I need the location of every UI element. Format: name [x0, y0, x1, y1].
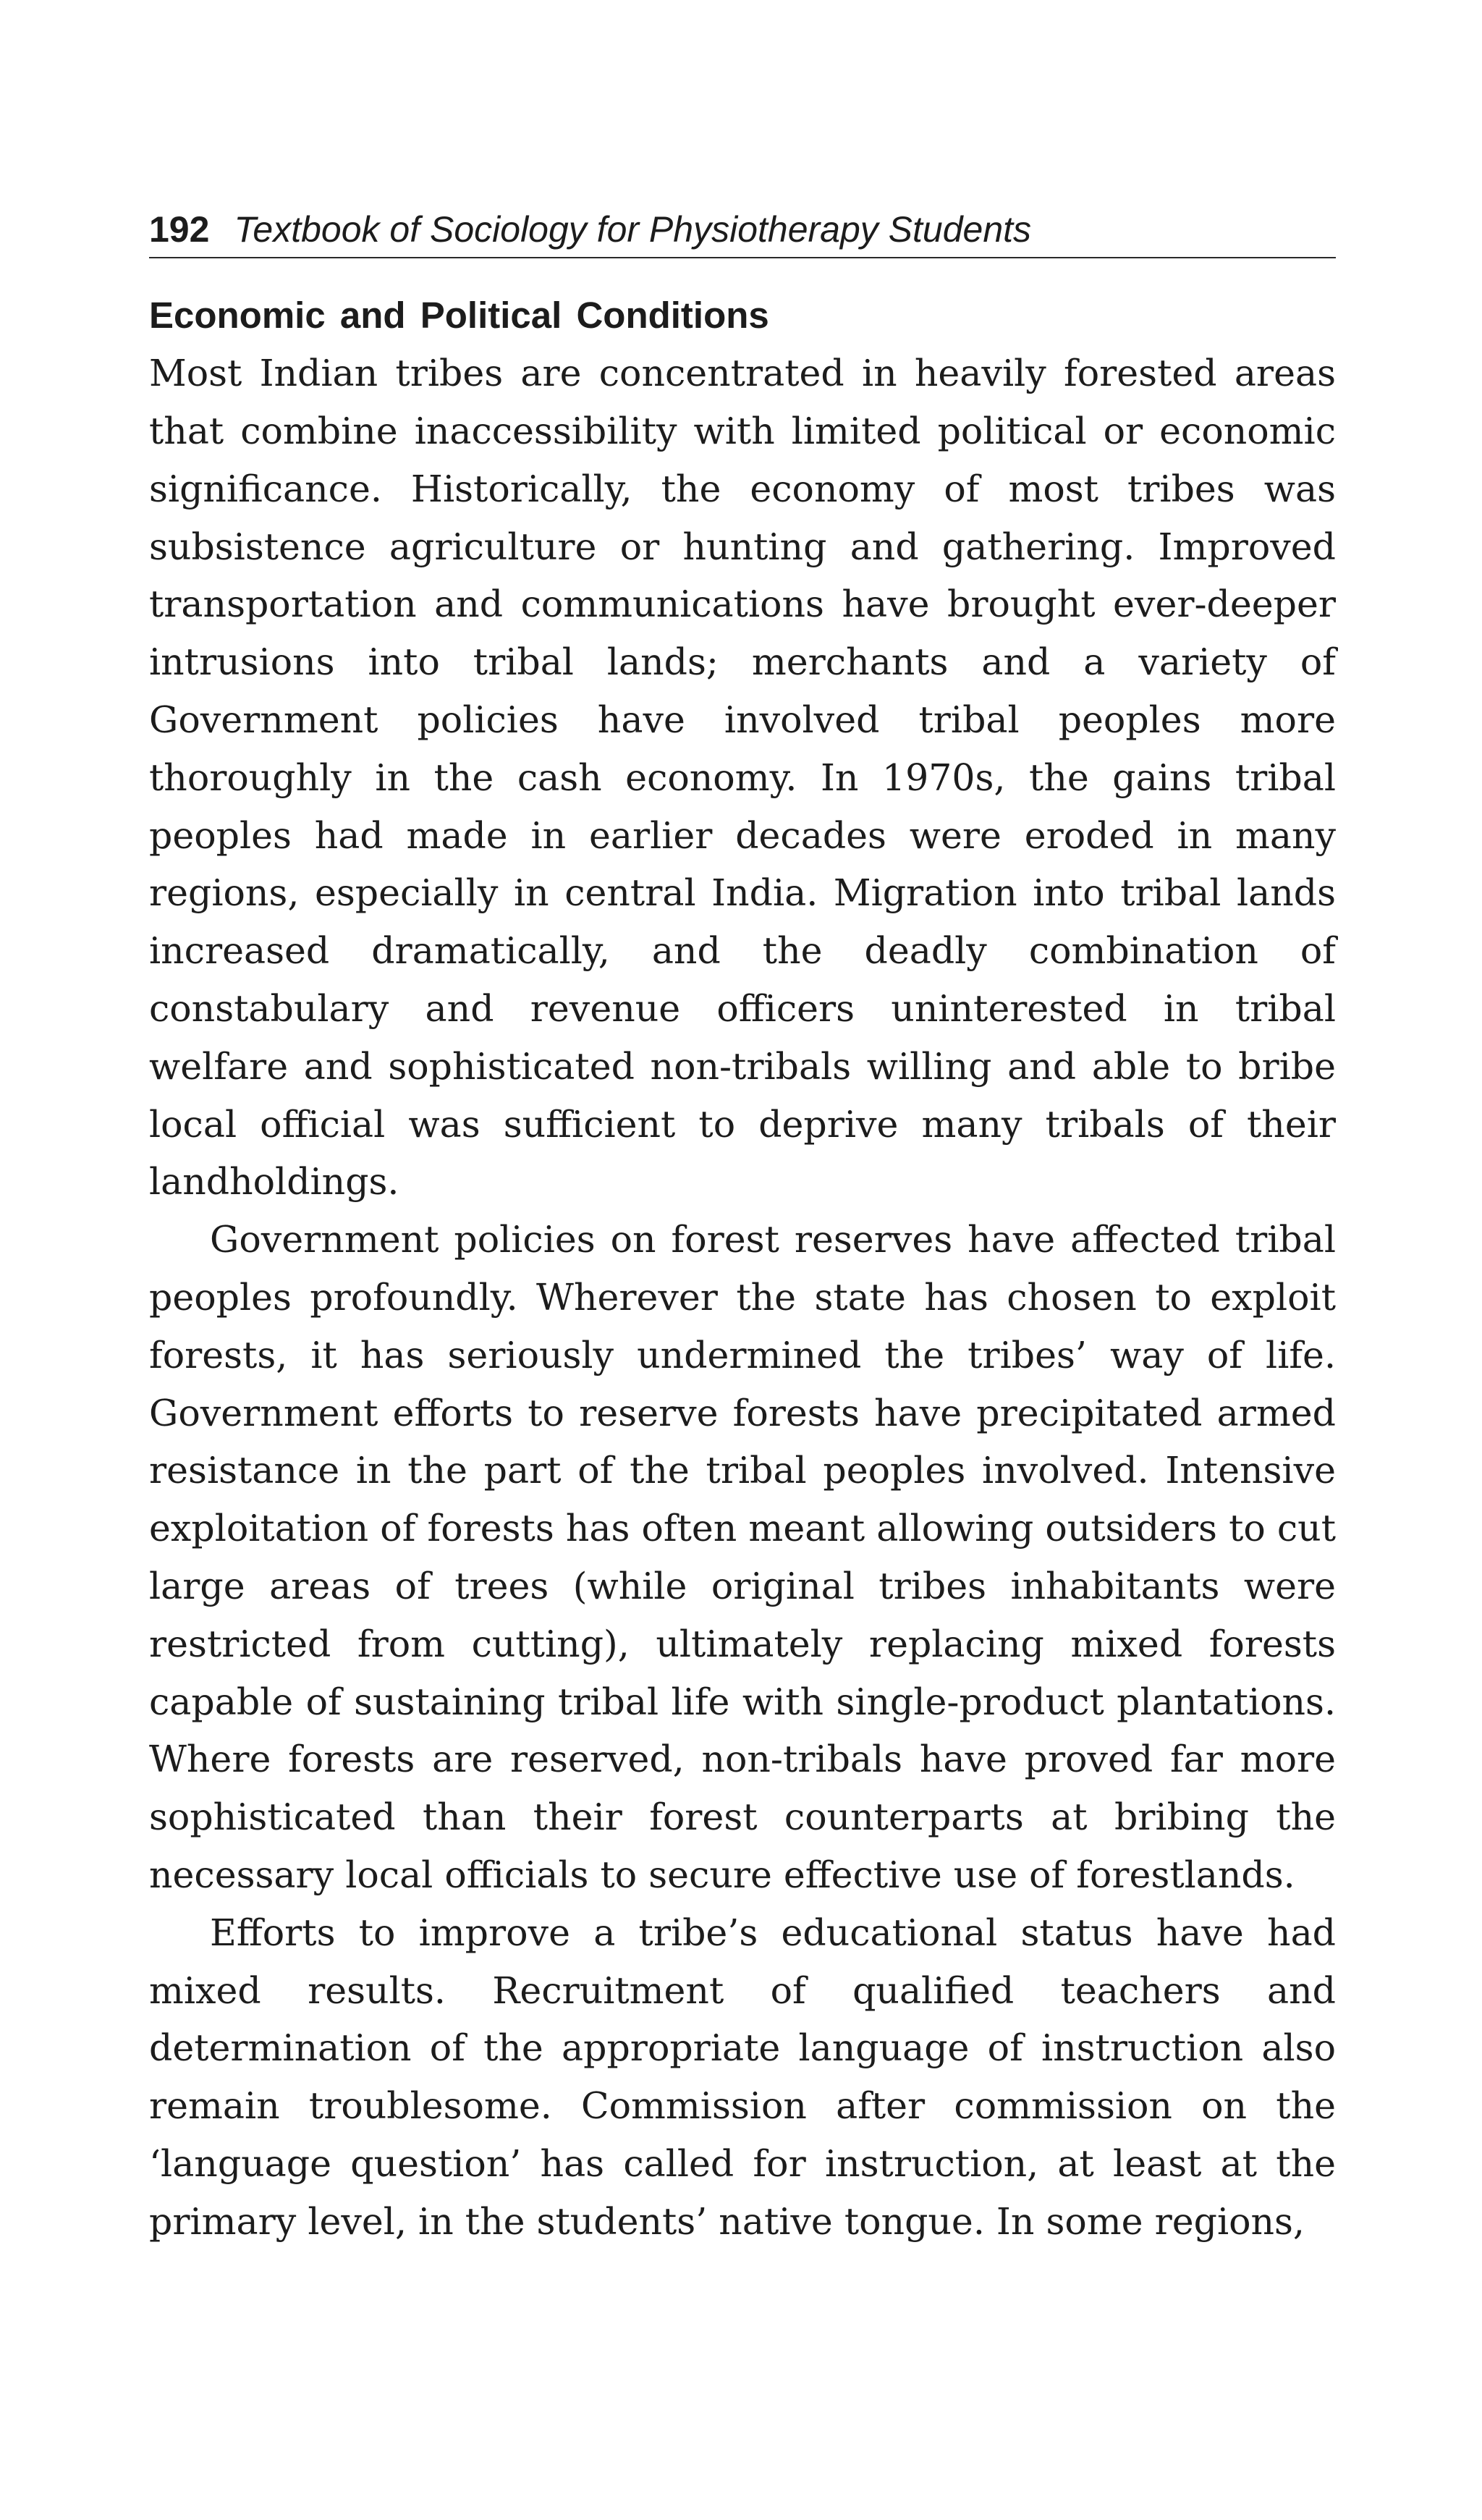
- paragraph-education: Efforts to improve a tribe’s educational status have had mixed results. Recruitment of qualified teachers and determination of the appropriate language of instruction also remain troublesome. Commission after commission on the ‘language question’ has called for instruction, at least at the primary level, in the students’ native tongue. In some regions,: [149, 1911, 1336, 2243]
- paragraph-forest-reserves: Government policies on forest reserves have affected tribal peoples profoundly. Wherever the state has chosen to exploit forests, it has seriously undermined the tribes’ way of life. Government efforts to reserve forests have precipitated armed resistance in the part of the tribal peoples involved. Intensive exploitation of forests has often meant allowing outsiders to cut large areas of trees (while original tribes inhabitants were restricted from cutting), ultimately replacing mixed forests capable of sustaining tribal life with single-product plantations. Where forests are reserved, non-tribals have proved far more sophisticated than their forest counterparts at bribing the necessary local officials to secure effective use of forestlands.: [149, 1218, 1336, 1896]
- book-title: Textbook of Sociology for Physiotherapy Students: [234, 209, 1032, 250]
- running-header: [149, 210, 1336, 258]
- book-page: [149, 210, 1336, 2250]
- section-heading: Economic and Political Conditions: [149, 295, 769, 336]
- page-number: 192: [149, 209, 210, 250]
- paragraph-economy: Most Indian tribes are concentrated in heavily forested areas that combine inaccessibility with limited political or economic significance. Historically, the economy of most tribes was subsistence agriculture or hunting and gathering. Improved transportation and communications have brought ever-deeper intrusions into tribal lands; merchants and a variety of Government policies have involved tribal peoples more thoroughly in the cash economy. In 1970s, the gains tribal peoples had made in earlier decades were eroded in many regions, especially in central India. Migration into tribal lands increased dramatically, and the deadly combination of constabulary and revenue officers uninterested in tribal welfare and sophisticated non-tribals willing and able to bribe local official was sufficient to deprive many tribals of their landholdings.: [149, 352, 1336, 1204]
